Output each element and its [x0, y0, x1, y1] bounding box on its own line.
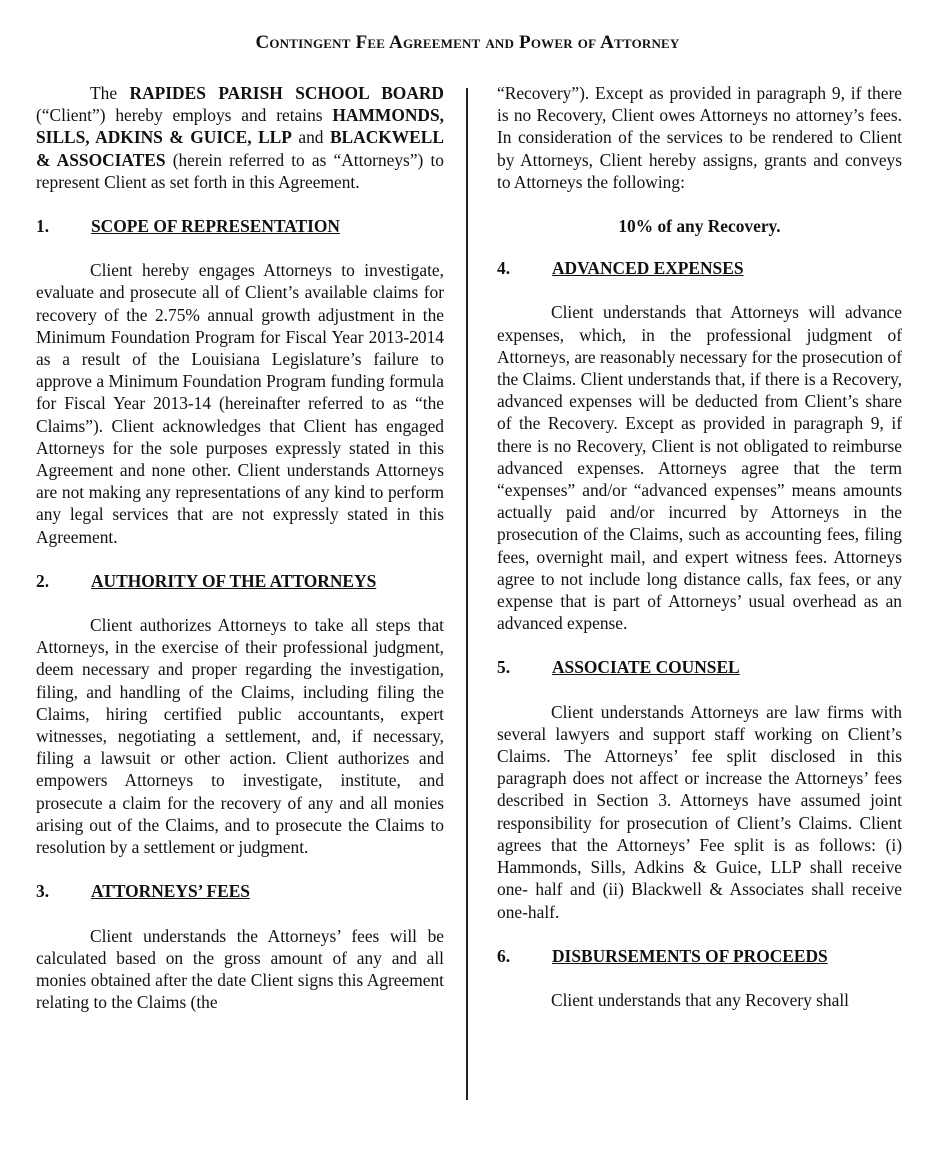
section-title: AUTHORITY OF THE ATTORNEYS: [91, 570, 377, 591]
section-2-heading: [36, 570, 444, 592]
section-number: 5.: [497, 657, 511, 678]
section-title: ATTORNEYS’ FEES: [91, 881, 250, 902]
client-name: RAPIDES PARISH SCHOOL BOARD: [129, 83, 444, 103]
section-4-body: Client understands that Attorneys will advance expenses, which, in the professional judgment of Attorneys, are reasonably necessary for the prosecution of the Claims. Client understands that, if there is a Recovery, advanced expenses will be deducted from Client’s share of the Recovery. Except as provided in paragraph 9, if there is no Recovery, Client is not obligated to reimburse advanced expenses. Attorneys agree that the term “expenses” and/or “advanced expenses” means amounts actually paid and/or incurred by Attorneys in the prosecution of the Claims, such as accounting fees, filing fees, overnight mail, and expert witness fees. Attorneys agree to not include long distance calls, fax fees, or any expense that is part of Attorneys’ usual overhead as an advanced expense.: [497, 302, 902, 634]
firm-name-2: BLACKWELL & ASSOCIATES: [36, 127, 444, 170]
right-column: [497, 82, 902, 1011]
section-1-heading: [36, 215, 444, 237]
left-column: [36, 82, 444, 1013]
section-5-heading: [497, 656, 902, 678]
section-3-body: Client understands the Attorneys’ fees will be calculated based on the gross amount of any and all monies obtained after the date Client signs this Agreement relating to the Claims (the: [36, 925, 444, 1013]
section-title: SCOPE OF REPRESENTATION: [91, 216, 340, 237]
section-number: 2.: [36, 570, 50, 591]
section-3-continued: “Recovery”). Except as provided in paragraph 9, if there is no Recovery, Client owes Attorneys no attorney’s fees. In consideration of the services to be rendered to Client by Attorneys, Client hereby assigns, grants and conveys to Attorneys the following:: [497, 83, 902, 192]
intro-text-4: (herein referred to as “Attorneys”) to represent Client as set forth in this Agreement.: [36, 149, 444, 192]
section-6-body: Client understands that any Recovery shall: [551, 989, 849, 1010]
section-number: 1.: [36, 216, 50, 237]
intro-text-2: (“Client”) hereby employs and retains: [36, 105, 333, 126]
section-5-body: Client understands Attorneys are law firms with several lawyers and support staff working on Client’s Claims. The Attorneys’ fee split disclosed in this paragraph does not affect or increase the Attorneys’ fees described in Section 3. Attorneys have assumed joint responsibility for prosecution of Client’s Claims. Client agrees that the Attorneys’ Fee split is as follows: (i) Hammonds, Sills, Adkins & Guice, LLP shall receive one- half and (ii) Blackwell & Associates shall receive one-half.: [497, 701, 902, 922]
firm-name-1: HAMMONDS, SILLS, ADKINS & GUICE, LLP: [36, 105, 444, 148]
section-4-heading: [497, 257, 902, 279]
column-divider: [466, 88, 468, 1100]
section-title: DISBURSEMENTS OF PROCEEDS: [552, 945, 828, 966]
section-2-body: Client authorizes Attorneys to take all steps that Attorneys, in the exercise of their professional judgment, deem necessary and proper regarding the investigation, filing, and handling of the Claims, including filing the Claims, hiring certified public accountants, expert witnesses, negotiating a settlement, and, if necessary, filing a lawsuit or other action. Client authorizes and empowers Attorneys to investigate, institute, and prosecute a claim for the recovery of any and all monies arising out of the Claims, and to prosecute the Claims to resolution by a settlement or judgment.: [36, 615, 444, 858]
section-1-body: Client hereby engages Attorneys to investigate, evaluate and prosecute all of Client’s available claims for recovery of the 2.75% annual growth adjustment in the Minimum Foundation Program for Fiscal Year 2013-2014 as a result of the Louisiana Legislature’s failure to approve a Minimum Foundation Program funding formula for Fiscal Year 2013-14 (hereinafter referred to as “the Claims”). Client acknowledges that Client has engaged Attorneys for the sole purposes expressly stated in this Agreement and none other. Client understands Attorneys are not making any representations of any kind to perform any legal services that are not expressly stated in this Agreement.: [36, 260, 444, 547]
document-title: Contingent Fee Agreement and Power of Attorney: [255, 32, 680, 53]
section-title: ASSOCIATE COUNSEL: [552, 657, 740, 678]
section-3-heading: [36, 880, 444, 902]
fee-statement: 10% of any Recovery.: [618, 216, 781, 237]
section-number: 4.: [497, 258, 511, 279]
section-number: 3.: [36, 881, 50, 902]
section-6-heading: [497, 945, 902, 967]
intro-paragraph: [36, 82, 444, 193]
section-number: 6.: [497, 945, 511, 966]
section-title: ADVANCED EXPENSES: [552, 258, 744, 279]
intro-text-1: The: [90, 83, 130, 103]
intro-text-3: and: [291, 127, 330, 148]
